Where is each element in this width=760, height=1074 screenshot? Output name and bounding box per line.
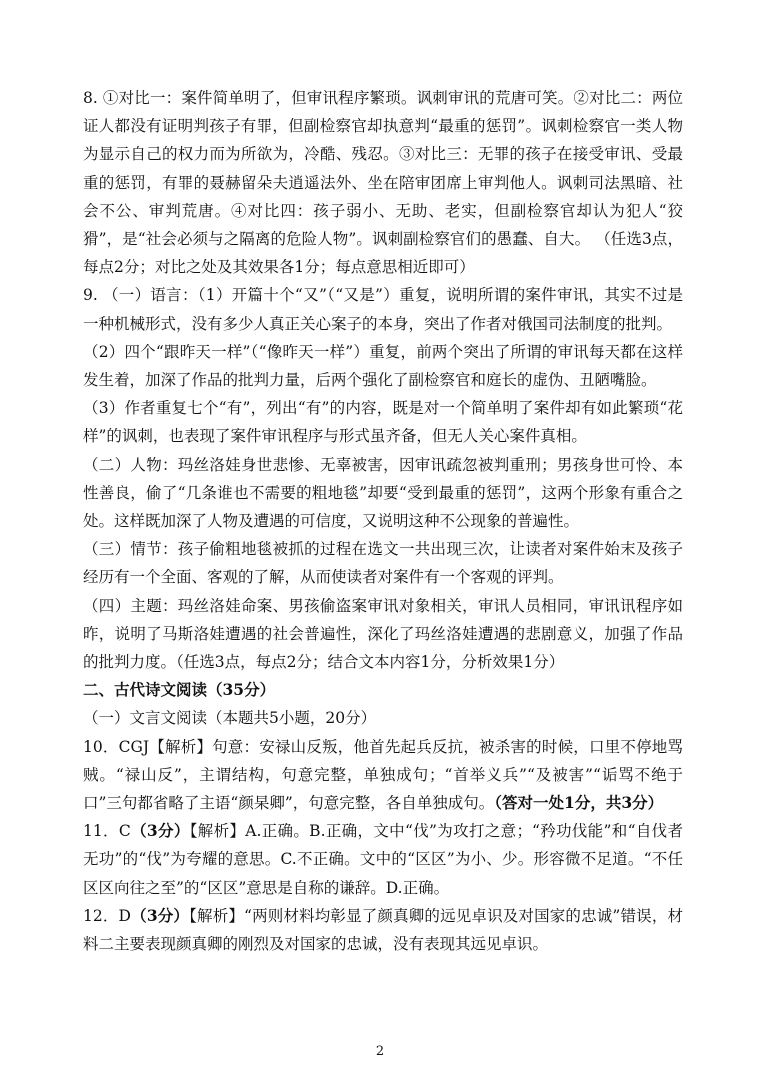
answer-q10-score: （答对一处1分，共3分） bbox=[494, 793, 664, 813]
answer-q11-score: （3分） bbox=[130, 821, 190, 841]
answer-q10-text: 10．CGJ【解析】句意：安禄山反叛，他首先起兵反抗，被杀害的时候，口里不停地骂贼。“禄山反”，主谓结构，句意完整，单独成句；“首举义兵”“及被害”“诟骂不绝于口”三句都省略了主语“颜杲卿”，句意完整，各自单独成句。 bbox=[83, 737, 683, 813]
answer-q11-number: 11．C bbox=[83, 822, 131, 841]
page-number: 2 bbox=[375, 1044, 385, 1059]
answer-q8: 8. ①对比一：案件简单明了，但审讯程序繁琐。讽刺审讯的荒唐可笑。②对比二：两位证人都没有证明判孩子有罪，但副检察官却执意判“最重的惩罚”。讽刺检察官一类人物为显示自己的权力而为所欲为，冷酷、残忍。③对比三：无罪的孩子在接受审讯、受最重的惩罚，有罪的聂赫留朵夫逍遥法外、坐在陪审团席上审判他人。讽刺司法黑暗、社会不公、审判荒唐。④对比四：孩子弱小、无助、老实，但副检察官却认为犯人“狡猾”，是“社会必须与之隔离的危险人物”。讽刺副检察官们的愚蠢、自大。 （任选3点，每点2分；对比之处及其效果各1分；每点意思相近即可） bbox=[83, 89, 683, 277]
section-subheading: （一）文言文阅读（本题共5小题，20分） bbox=[83, 709, 377, 728]
section-heading: 二、古代诗文阅读（35分） bbox=[83, 680, 276, 700]
answer-q9-point-3: （3）作者重复七个“有”，列出“有”的内容，既是对一个简单明了案件却有如此繁琐“花样”的讽刺，也表现了案件审讯程序与形式虽齐备，但无人关心案件真相。 bbox=[83, 399, 683, 446]
answer-q12-score: （3分） bbox=[130, 905, 190, 925]
answer-q9-point-2: （2）四个“跟昨天一样”（“像昨天一样”）重复，前两个突出了所谓的审讯每天都在这样发生着，加深了作品的批判力量，后两个强化了副检察官和庭长的虚伪、丑陋嘴脸。 bbox=[83, 342, 683, 390]
answer-q11 bbox=[83, 817, 683, 902]
answer-q9-intro: 9. （一）语言：（1）开篇十个“又”（“又是”）重复，说明所谓的案件审讯，其实不过是一种机械形式，没有多少人真正关心案子的本身，突出了作者对俄国司法制度的批判。 bbox=[83, 286, 683, 333]
answer-q10 bbox=[83, 733, 683, 818]
answer-q12-number: 12．D bbox=[83, 906, 131, 925]
answer-q9-plot: （三）情节：孩子偷粗地毯被抓的过程在选文一共出现三次，让读者对案件始末及孩子经历有一个全面、客观的了解，从而使读者对案件有一个客观的评判。 bbox=[83, 540, 683, 587]
answer-q9-theme: （四）主题：玛丝洛娃命案、男孩偷盗案审讯对象相关，审讯人员相同，审讯讯程序如昨，说明了马斯洛娃遭遇的社会普遍性，深化了玛丝洛娃遭遇的悲剧意义，加强了作品的批判力度。（任选3点，每点2分；结合文本内容1分，分析效果1分） bbox=[83, 596, 683, 672]
answer-q12-text: 【解析】“两则材料均彰显了颜真卿的远见卓识及对国家的忠诚”错误，材料二主要表现颜真卿的刚烈及对国家的忠诚，没有表现其远见卓识。 bbox=[83, 906, 683, 954]
answer-q9-character: （二）人物：玛丝洛娃身世悲惨、无辜被害，因审讯疏忽被判重刑；男孩身世可怜、本性善良，偷了“几条谁也不需要的粗地毯”却要“受到最重的惩罚”，这两个形象有重合之处。这样既加深了人物及遭遇的可信度，又说明这种不公现象的普遍性。 bbox=[83, 455, 683, 531]
answer-q11-text: 【解析】A.正确。B.正确，文中“伐”为攻打之意；“矜功伐能”和“自伐者无功”的“伐”为夸耀的意思。C.不正确。文中的“区区”为小、少。形容微不足道。“不任区区向往之至”的“区区”意思是自称的谦辞。D.正确。 bbox=[83, 822, 683, 897]
answer-q12 bbox=[83, 902, 683, 958]
answer-content bbox=[83, 84, 683, 958]
